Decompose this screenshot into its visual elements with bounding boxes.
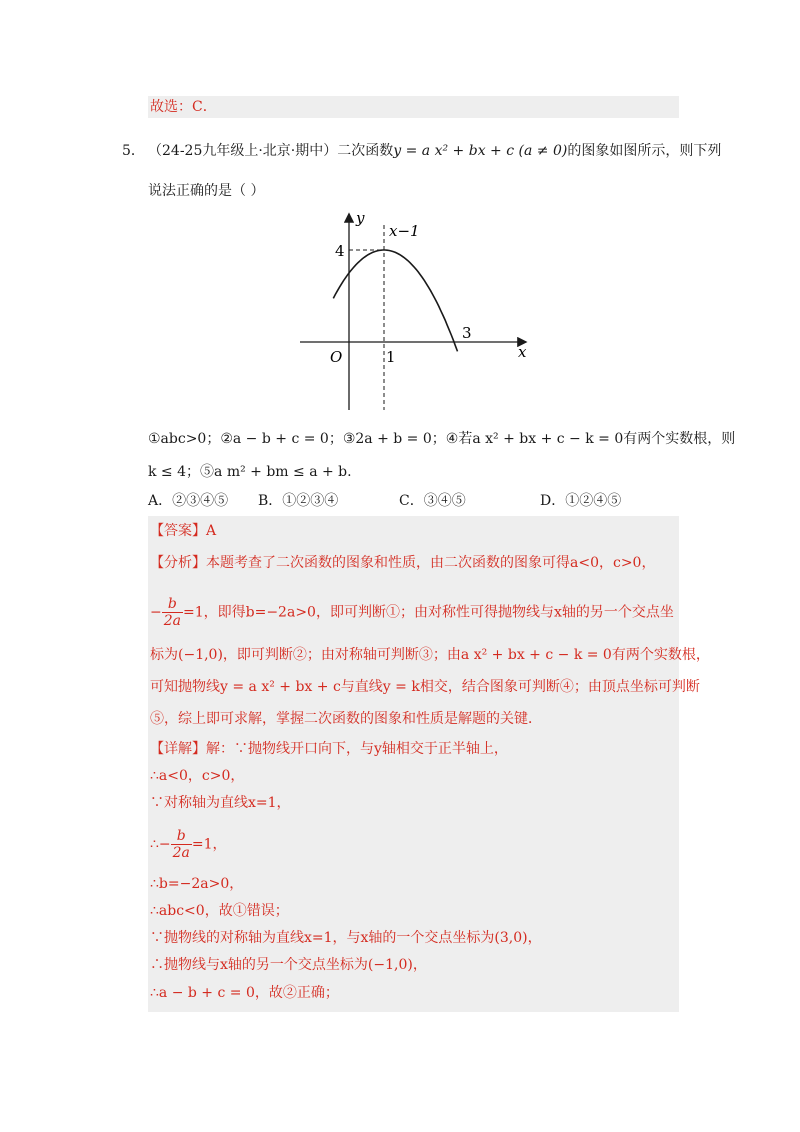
origin-label: O	[330, 348, 343, 366]
option-a: A．②③④⑤	[148, 493, 229, 509]
vertex-y-label: 4	[335, 242, 345, 260]
analysis-tag: 【分析】	[150, 555, 206, 571]
question-equation: y = a x² + bx + c (a ≠ 0)	[393, 143, 568, 159]
analysis-line3: 标为(−1,0)，即可判断②；由对称轴可判断③；由a x² + bx + c − k = 0有两个实数根，	[150, 647, 710, 663]
answer-row	[150, 520, 681, 542]
option-b: B．①②③④	[258, 493, 339, 509]
detail-line5: ∴b=−2a>0，	[150, 876, 244, 892]
parabola-figure	[290, 205, 535, 415]
option-d: D．①②④⑤	[540, 493, 622, 509]
option-c: C．③④⑤	[399, 493, 466, 509]
answer-tag: 【答案】	[150, 523, 206, 539]
previous-answer-block	[148, 96, 679, 118]
question-stem-line2: 说法正确的是（ ）	[148, 183, 265, 199]
analysis-line1: 【分析】本题考查了二次函数的图象和性质，由二次函数的图象可得a<0，c>0，	[150, 555, 656, 571]
question-number: 5．	[122, 143, 145, 159]
answer-value: A	[206, 523, 217, 539]
axis-line-label: x−1	[389, 222, 420, 240]
detail-line9: ∴a − b + c = 0，故②正确；	[150, 985, 339, 1001]
parabola-curve	[333, 250, 457, 351]
detail-tag: 【详解】	[150, 741, 206, 757]
analysis-line2: − $\frac{b}{2a}$ =1，即得b=−2a>0，即可判断①；由对称性可得抛物线与x轴的另一个交点坐	[150, 596, 674, 629]
detail-line8: ∴抛物线与x轴的另一个交点坐标为(−1,0)，	[150, 957, 427, 973]
question-stem-b: 的图象如图所示，则下列	[567, 143, 722, 159]
question-source: （24-25九年级上·北京·期中）	[148, 143, 338, 159]
statements-line1: ①abc>0；②a − b + c = 0；③2a + b = 0；④若a x² + bx + c − k = 0有两个实数根，则	[148, 431, 736, 447]
detail-line4: ∴− $\frac{b}{2a}$ =1，	[150, 828, 227, 861]
detail-line2: ∴a<0，c>0，	[150, 768, 245, 784]
detail-line3: ∵对称轴为直线x=1，	[150, 795, 291, 811]
previous-answer-text: 故选：C．	[150, 99, 217, 115]
statements-line2: k ≤ 4；⑤a m² + bm ≤ a + b.	[148, 464, 352, 480]
detail-line7: ∵抛物线的对称轴为直线x=1，与x轴的一个交点坐标为(3,0)，	[150, 930, 542, 946]
root-label: 3	[462, 324, 472, 342]
question-stem-a: 二次函数	[337, 143, 394, 159]
detail-line1: 【详解】解：∵抛物线开口向下，与y轴相交于正半轴上，	[150, 741, 508, 757]
fraction-b-over-2a: $\frac{b}{2a}$	[163, 596, 181, 629]
y-axis-label: y	[356, 209, 365, 227]
question-stem-line1	[148, 140, 721, 162]
analysis-line5: ⑤，综上即可求解，掌握二次函数的图象和性质是解题的关键．	[150, 711, 542, 727]
analysis-line4: 可知抛物线y = a x² + bx + c与直线y = k相交，结合图象可判断④；由顶点坐标可判断	[150, 679, 700, 695]
answer-block	[148, 516, 710, 1012]
detail-line6: ∴abc<0，故①错误；	[150, 903, 289, 919]
tick-1-label: 1	[386, 348, 396, 366]
x-axis-label: x	[518, 343, 527, 361]
fraction-b-over-2a-detail: $\frac{b}{2a}$	[172, 828, 190, 861]
